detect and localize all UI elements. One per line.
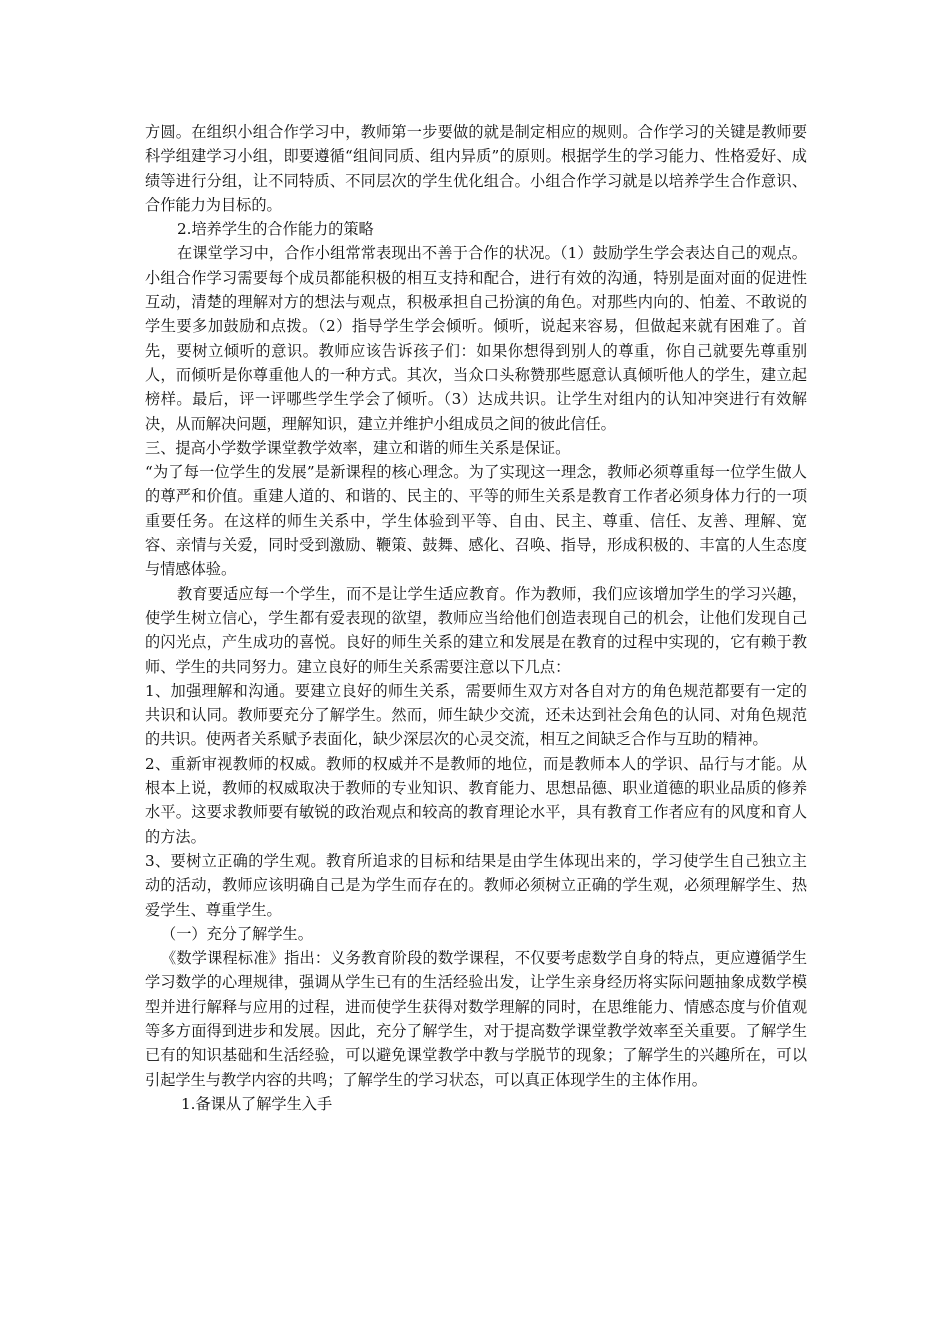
document-body <box>145 120 807 1116</box>
paragraph-curriculum-standard: 《数学课程标准》指出：义务教育阶段的数学课程，不仅要考虑数学自身的特点，更应遵循学生学习数学的心理规律，强调从学生已有的生活经验出发，让学生亲身经历将实际问题抽象成数学模型并进行解释与应用的过程，进而使学生获得对数学理解的同时，在思维能力、情感态度与价值观等多方面得到进步和发展。因此，充分了解学生，对于提高数学课堂教学效率至关重要。了解学生已有的知识基础和生活经验，可以避免课堂教学中教与学脱节的现象；了解学生的兴趣所在，可以引起学生与教学内容的共鸣；了解学生的学习状态，可以真正体现学生的主体作用。 <box>145 949 807 1089</box>
paragraph-education-adapts: 教育要适应每一个学生，而不是让学生适应教育。作为教师，我们应该增加学生的学习兴趣，使学生树立信心，学生都有爱表现的欲望，教师应当给他们创造表现自己的机会，让他们发现自己的闪光点，产生成功的喜悦。良好的师生关系的建立和发展是在教育的过程中实现的，它有赖于教师、学生的共同努力。建立良好的师生关系需要注意以下几点： <box>145 584 807 676</box>
list-item-teacher-authority: 2、重新审视教师的权威。教师的权威并不是教师的地位，而是教师本人的学识、品行与才能。从根本上说，教师的权威取决于教师的专业知识、教育能力、思想品德、职业道德的职业品质的修养水平。这要求教师要有敏锐的政治观点和较高的教育理论水平，具有教育工作者应有的风度和育人的方法。 <box>145 754 807 846</box>
subheading-understand-students: （一）充分了解学生。 <box>161 924 313 943</box>
list-item-student-view: 3、要树立正确的学生观。教育所追求的目标和结果是由学生体现出来的，学习使学生自己独立主动的活动，教师应该明确自己是为学生而存在的。教师必须树立正确的学生观，必须理解学生、热爱学生、尊重学生。 <box>145 851 807 919</box>
paragraph-cooperation-rules: 方圆。在组织小组合作学习中，教师第一步要做的就是制定相应的规则。合作学习的关键是教师要科学组建学习小组，即要遵循“组间同质、组内异质”的原则。根据学生的学习能力、性格爱好、成绩等进行分组，让不同特质、不同层次的学生优化组合。小组合作学习就是以培养学生合作意识、合作能力为目标的。 <box>145 123 807 214</box>
paragraph-core-concept: “为了每一位学生的发展”是新课程的核心理念。为了实现这一理念，教师必须尊重每一位学生做人的尊严和价值。重建人道的、和谐的、民主的、平等的师生关系是教育工作者必须身体力行的一项重要任务。在这样的师生关系中，学生体验到平等、自由、民主、尊重、信任、友善、理解、宽容、亲情与关爱，同时受到激励、鞭策、鼓舞、感化、召唤、指导，形成积极的、丰富的人生态度与情感体验。 <box>145 463 807 579</box>
section-heading-teacher-student-relationship: 三、提高小学数学课堂教学效率，建立和谐的师生关系是保证。 <box>145 438 571 457</box>
subheading-cooperation-strategy: 2.培养学生的合作能力的策略 <box>177 220 374 239</box>
paragraph-cooperation-ability: 在课堂学习中，合作小组常常表现出不善于合作的状况。（1）鼓励学生学会表达自己的观点。小组合作学习需要每个成员都能积极的相互支持和配合，进行有效的沟通，特别是面对面的促进性互动，清楚的理解对方的想法与观点，积极承担自己扮演的角色。对那些内向的、怕羞、不敢说的学生要多加鼓励和点拨。（2）指导学生学会倾听。倾听，说起来容易，但做起来就有困难了。首先，要树立倾听的意识。教师应该告诉孩子们：如果你想得到别人的尊重，你自己就要先尊重别人，而倾听是你尊重他人的一种方式。其次，当众口头称赞那些愿意认真倾听他人的学生，建立起榜样。最后，评一评哪些学生学会了倾听。（3）达成共识。让学生对组内的认知冲突进行有效解决，从而解决问题，理解知识，建立并维护小组成员之间的彼此信任。 <box>145 244 807 433</box>
subheading-lesson-preparation: 1.备课从了解学生入手 <box>181 1094 333 1113</box>
list-item-understanding-communication: 1、加强理解和沟通。要建立良好的师生关系，需要师生双方对各自对方的角色规范都要有一定的共识和认同。教师要充分了解学生。然而，师生缺少交流，还未达到社会角色的认同、对角色规范的共识。使两者关系赋予表面化，缺少深层次的心灵交流，相互之间缺乏合作与互助的精神。 <box>145 681 807 749</box>
